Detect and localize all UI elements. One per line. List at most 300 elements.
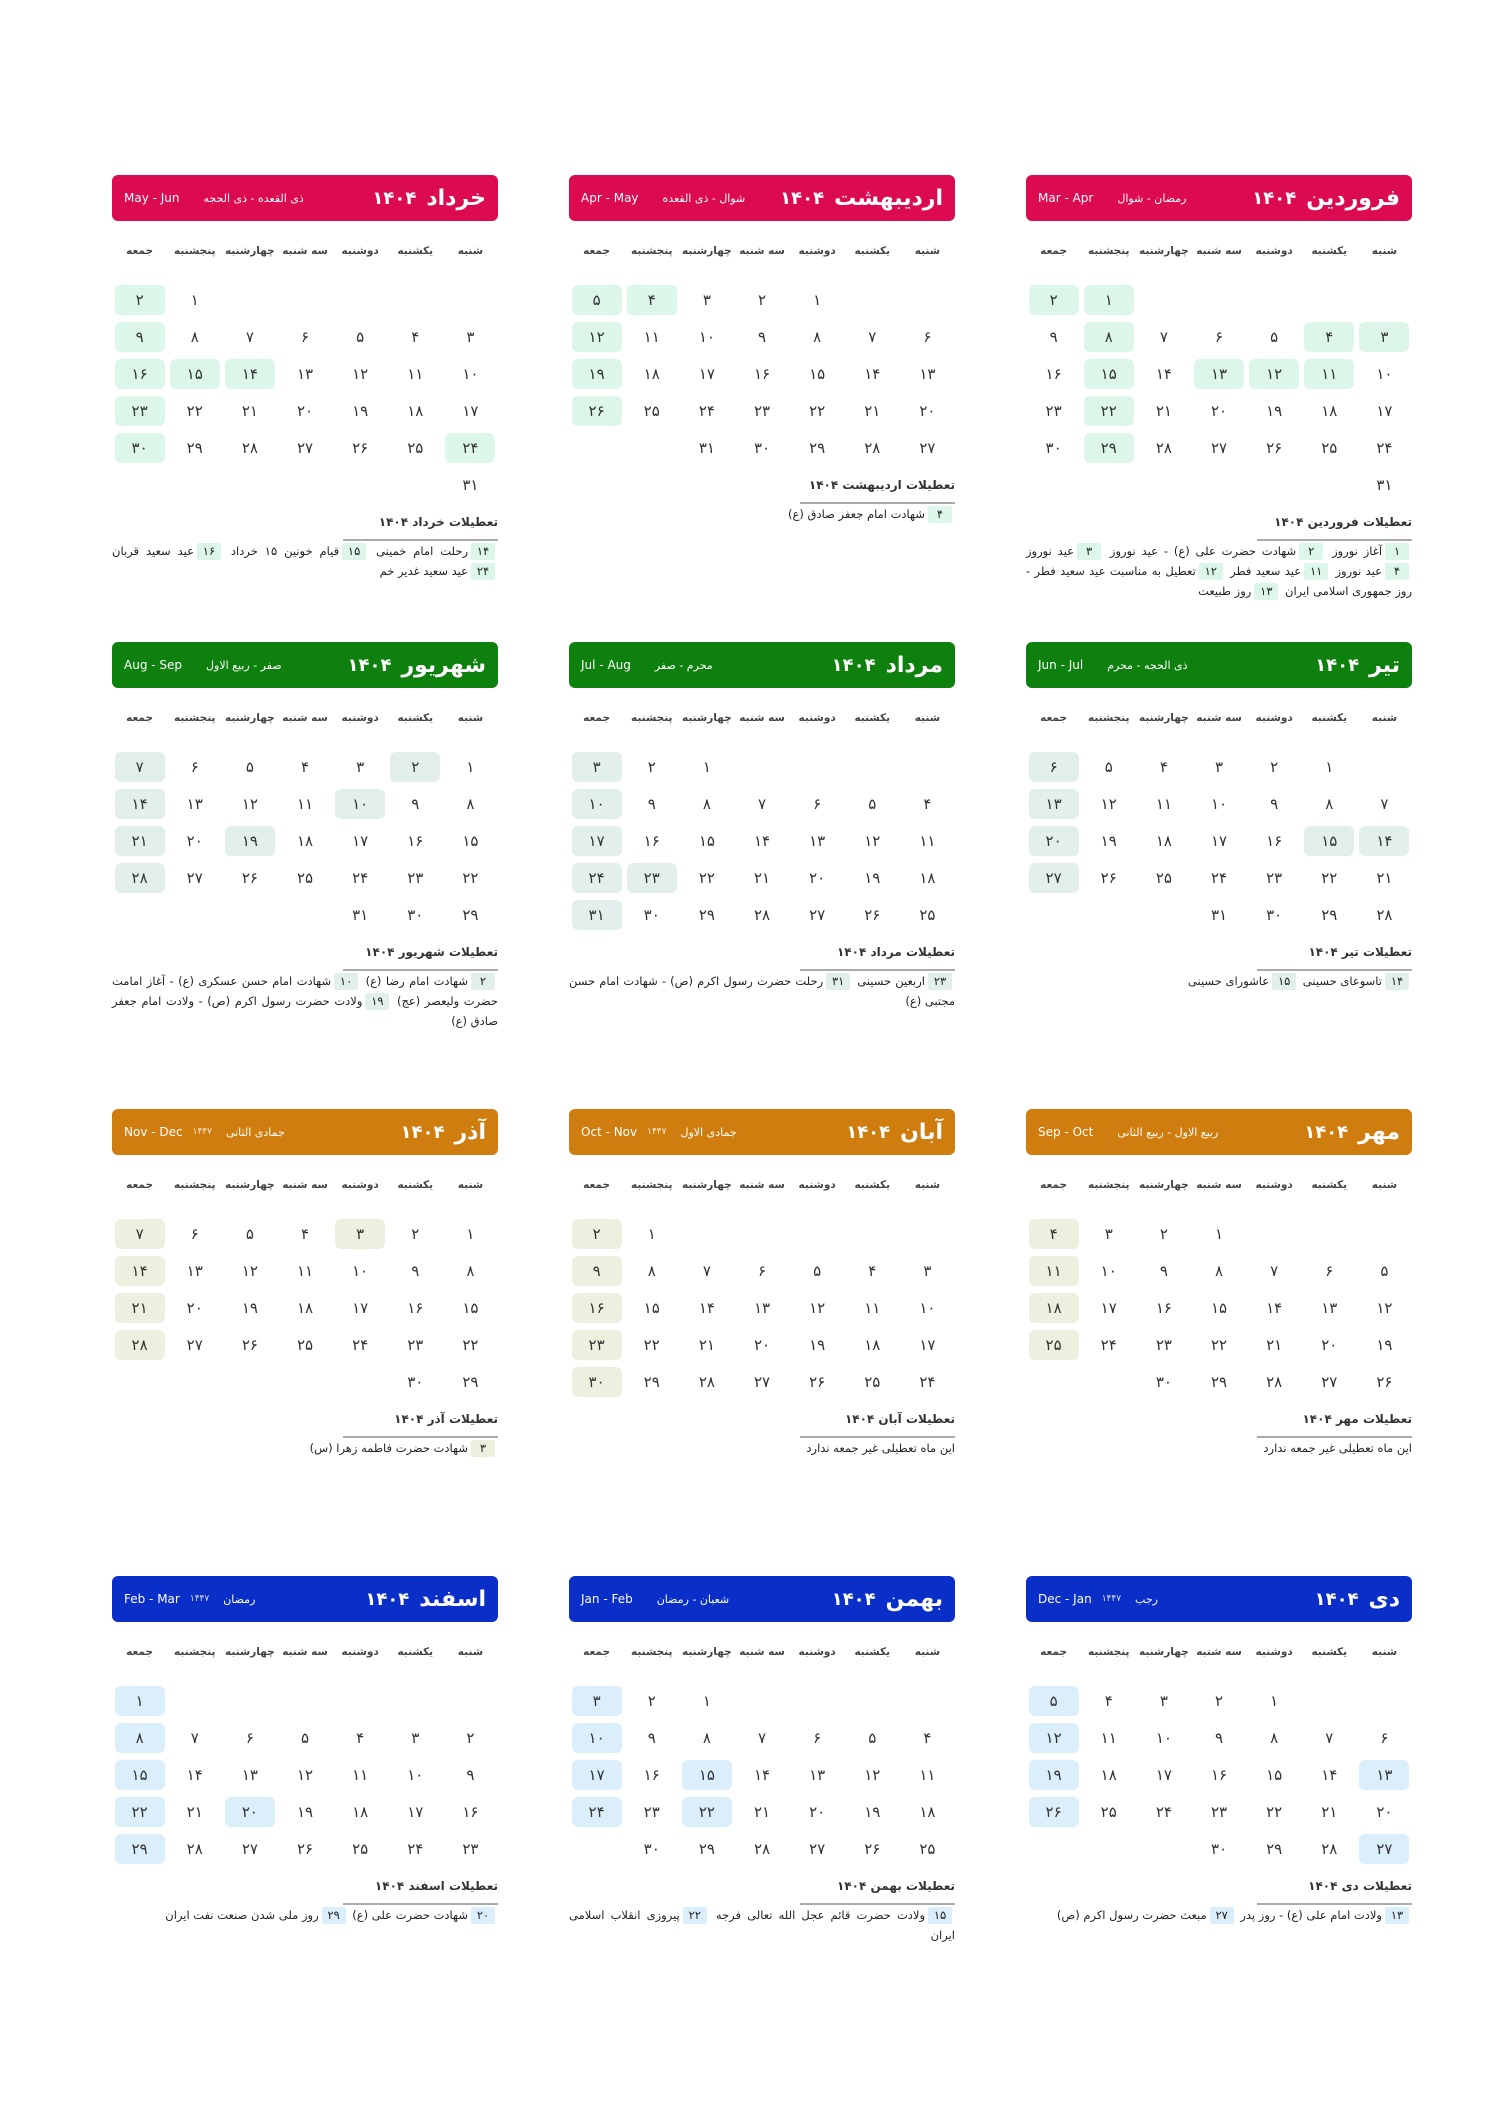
day-cell[interactable] xyxy=(112,1252,167,1289)
day-cell[interactable] xyxy=(569,1289,624,1326)
day-cell[interactable] xyxy=(900,1719,955,1756)
day-cell[interactable] xyxy=(443,748,498,785)
day-cell[interactable] xyxy=(1302,318,1357,355)
day-cell[interactable] xyxy=(112,1830,167,1867)
day-cell[interactable] xyxy=(1357,392,1412,429)
day-cell[interactable] xyxy=(1136,785,1191,822)
day-cell[interactable] xyxy=(222,1326,277,1363)
day-cell[interactable] xyxy=(569,355,624,392)
day-cell[interactable] xyxy=(569,822,624,859)
day-cell[interactable] xyxy=(333,1793,388,1830)
day-cell[interactable] xyxy=(900,1793,955,1830)
day-cell[interactable] xyxy=(388,1363,443,1400)
day-cell[interactable] xyxy=(1247,1830,1302,1867)
day-cell[interactable] xyxy=(222,785,277,822)
day-cell[interactable] xyxy=(1026,822,1081,859)
day-cell[interactable] xyxy=(167,1289,222,1326)
day-cell[interactable] xyxy=(333,859,388,896)
day-cell[interactable] xyxy=(1302,896,1357,933)
day-cell[interactable] xyxy=(388,785,443,822)
day-cell[interactable] xyxy=(1026,1289,1081,1326)
day-cell[interactable] xyxy=(277,429,332,466)
day-cell[interactable] xyxy=(569,1326,624,1363)
day-cell[interactable] xyxy=(624,1793,679,1830)
day-cell[interactable] xyxy=(333,785,388,822)
day-cell[interactable] xyxy=(679,1363,734,1400)
day-cell[interactable] xyxy=(112,785,167,822)
day-cell[interactable] xyxy=(1026,1326,1081,1363)
day-cell[interactable] xyxy=(333,822,388,859)
day-cell[interactable] xyxy=(845,392,900,429)
day-cell[interactable] xyxy=(679,355,734,392)
day-cell[interactable] xyxy=(1191,1326,1246,1363)
day-cell[interactable] xyxy=(112,1719,167,1756)
day-cell[interactable] xyxy=(1136,1215,1191,1252)
day-cell[interactable] xyxy=(1081,1215,1136,1252)
day-cell[interactable] xyxy=(277,1719,332,1756)
day-cell[interactable] xyxy=(845,1719,900,1756)
day-cell[interactable] xyxy=(443,1756,498,1793)
day-cell[interactable] xyxy=(679,859,734,896)
day-cell[interactable] xyxy=(1191,1756,1246,1793)
day-cell[interactable] xyxy=(1302,859,1357,896)
day-cell[interactable] xyxy=(333,896,388,933)
day-cell[interactable] xyxy=(388,392,443,429)
day-cell[interactable] xyxy=(277,1215,332,1252)
day-cell[interactable] xyxy=(790,896,845,933)
day-cell[interactable] xyxy=(1247,1326,1302,1363)
day-cell[interactable] xyxy=(569,896,624,933)
day-cell[interactable] xyxy=(388,859,443,896)
day-cell[interactable] xyxy=(1247,1793,1302,1830)
day-cell[interactable] xyxy=(388,1289,443,1326)
day-cell[interactable] xyxy=(333,392,388,429)
day-cell[interactable] xyxy=(1357,318,1412,355)
day-cell[interactable] xyxy=(222,748,277,785)
day-cell[interactable] xyxy=(624,748,679,785)
day-cell[interactable] xyxy=(1026,859,1081,896)
day-cell[interactable] xyxy=(1081,392,1136,429)
day-cell[interactable] xyxy=(443,1252,498,1289)
day-cell[interactable] xyxy=(845,822,900,859)
day-cell[interactable] xyxy=(333,429,388,466)
day-cell[interactable] xyxy=(734,1252,789,1289)
day-cell[interactable] xyxy=(790,355,845,392)
day-cell[interactable] xyxy=(1247,1252,1302,1289)
day-cell[interactable] xyxy=(1357,1756,1412,1793)
day-cell[interactable] xyxy=(790,1289,845,1326)
day-cell[interactable] xyxy=(222,1215,277,1252)
day-cell[interactable] xyxy=(1026,1682,1081,1719)
day-cell[interactable] xyxy=(679,1830,734,1867)
day-cell[interactable] xyxy=(734,785,789,822)
day-cell[interactable] xyxy=(845,1830,900,1867)
day-cell[interactable] xyxy=(388,1326,443,1363)
day-cell[interactable] xyxy=(1081,1719,1136,1756)
day-cell[interactable] xyxy=(333,1252,388,1289)
day-cell[interactable] xyxy=(1302,748,1357,785)
day-cell[interactable] xyxy=(112,281,167,318)
day-cell[interactable] xyxy=(333,318,388,355)
day-cell[interactable] xyxy=(569,1682,624,1719)
day-cell[interactable] xyxy=(1302,1289,1357,1326)
day-cell[interactable] xyxy=(112,1326,167,1363)
day-cell[interactable] xyxy=(388,748,443,785)
day-cell[interactable] xyxy=(1302,1756,1357,1793)
day-cell[interactable] xyxy=(167,281,222,318)
day-cell[interactable] xyxy=(222,1830,277,1867)
day-cell[interactable] xyxy=(388,1215,443,1252)
day-cell[interactable] xyxy=(845,896,900,933)
day-cell[interactable] xyxy=(1302,429,1357,466)
day-cell[interactable] xyxy=(1026,748,1081,785)
day-cell[interactable] xyxy=(167,1719,222,1756)
day-cell[interactable] xyxy=(624,355,679,392)
day-cell[interactable] xyxy=(388,1830,443,1867)
day-cell[interactable] xyxy=(1191,1215,1246,1252)
day-cell[interactable] xyxy=(1247,1682,1302,1719)
day-cell[interactable] xyxy=(734,896,789,933)
day-cell[interactable] xyxy=(624,1719,679,1756)
day-cell[interactable] xyxy=(167,1830,222,1867)
day-cell[interactable] xyxy=(790,281,845,318)
day-cell[interactable] xyxy=(443,1215,498,1252)
day-cell[interactable] xyxy=(845,1252,900,1289)
day-cell[interactable] xyxy=(679,785,734,822)
day-cell[interactable] xyxy=(679,1252,734,1289)
day-cell[interactable] xyxy=(1136,1289,1191,1326)
day-cell[interactable] xyxy=(1357,1793,1412,1830)
day-cell[interactable] xyxy=(1136,1252,1191,1289)
day-cell[interactable] xyxy=(277,748,332,785)
day-cell[interactable] xyxy=(388,318,443,355)
day-cell[interactable] xyxy=(569,748,624,785)
day-cell[interactable] xyxy=(1357,429,1412,466)
day-cell[interactable] xyxy=(734,1289,789,1326)
day-cell[interactable] xyxy=(1191,1682,1246,1719)
day-cell[interactable] xyxy=(333,355,388,392)
day-cell[interactable] xyxy=(1191,822,1246,859)
day-cell[interactable] xyxy=(222,429,277,466)
day-cell[interactable] xyxy=(388,1719,443,1756)
day-cell[interactable] xyxy=(333,1215,388,1252)
day-cell[interactable] xyxy=(569,1756,624,1793)
day-cell[interactable] xyxy=(790,1326,845,1363)
day-cell[interactable] xyxy=(388,1756,443,1793)
day-cell[interactable] xyxy=(1357,1719,1412,1756)
day-cell[interactable] xyxy=(388,1793,443,1830)
day-cell[interactable] xyxy=(1191,896,1246,933)
day-cell[interactable] xyxy=(1191,1830,1246,1867)
day-cell[interactable] xyxy=(1191,318,1246,355)
day-cell[interactable] xyxy=(1191,859,1246,896)
day-cell[interactable] xyxy=(679,1793,734,1830)
day-cell[interactable] xyxy=(443,1326,498,1363)
day-cell[interactable] xyxy=(1247,392,1302,429)
day-cell[interactable] xyxy=(1357,1289,1412,1326)
day-cell[interactable] xyxy=(900,1363,955,1400)
day-cell[interactable] xyxy=(277,355,332,392)
day-cell[interactable] xyxy=(624,859,679,896)
day-cell[interactable] xyxy=(1026,1793,1081,1830)
day-cell[interactable] xyxy=(569,785,624,822)
day-cell[interactable] xyxy=(1191,429,1246,466)
day-cell[interactable] xyxy=(1247,748,1302,785)
day-cell[interactable] xyxy=(1136,392,1191,429)
day-cell[interactable] xyxy=(443,1289,498,1326)
day-cell[interactable] xyxy=(277,1252,332,1289)
day-cell[interactable] xyxy=(277,1830,332,1867)
day-cell[interactable] xyxy=(569,1363,624,1400)
day-cell[interactable] xyxy=(1357,785,1412,822)
day-cell[interactable] xyxy=(569,392,624,429)
day-cell[interactable] xyxy=(1302,392,1357,429)
day-cell[interactable] xyxy=(443,859,498,896)
day-cell[interactable] xyxy=(1357,466,1412,503)
day-cell[interactable] xyxy=(1247,355,1302,392)
day-cell[interactable] xyxy=(624,1215,679,1252)
day-cell[interactable] xyxy=(734,822,789,859)
day-cell[interactable] xyxy=(900,822,955,859)
day-cell[interactable] xyxy=(845,1756,900,1793)
day-cell[interactable] xyxy=(734,429,789,466)
day-cell[interactable] xyxy=(1191,1363,1246,1400)
day-cell[interactable] xyxy=(734,281,789,318)
day-cell[interactable] xyxy=(1191,1719,1246,1756)
day-cell[interactable] xyxy=(1302,822,1357,859)
day-cell[interactable] xyxy=(1357,355,1412,392)
day-cell[interactable] xyxy=(167,1756,222,1793)
day-cell[interactable] xyxy=(845,1363,900,1400)
day-cell[interactable] xyxy=(167,1252,222,1289)
day-cell[interactable] xyxy=(1081,429,1136,466)
day-cell[interactable] xyxy=(1357,896,1412,933)
day-cell[interactable] xyxy=(900,392,955,429)
day-cell[interactable] xyxy=(388,1252,443,1289)
day-cell[interactable] xyxy=(624,1252,679,1289)
day-cell[interactable] xyxy=(679,822,734,859)
day-cell[interactable] xyxy=(900,318,955,355)
day-cell[interactable] xyxy=(1191,355,1246,392)
day-cell[interactable] xyxy=(790,1830,845,1867)
day-cell[interactable] xyxy=(679,1289,734,1326)
day-cell[interactable] xyxy=(734,1363,789,1400)
day-cell[interactable] xyxy=(734,859,789,896)
day-cell[interactable] xyxy=(1081,355,1136,392)
day-cell[interactable] xyxy=(1081,1756,1136,1793)
day-cell[interactable] xyxy=(679,429,734,466)
day-cell[interactable] xyxy=(1026,281,1081,318)
day-cell[interactable] xyxy=(734,1830,789,1867)
day-cell[interactable] xyxy=(112,1793,167,1830)
day-cell[interactable] xyxy=(900,785,955,822)
day-cell[interactable] xyxy=(1357,859,1412,896)
day-cell[interactable] xyxy=(388,355,443,392)
day-cell[interactable] xyxy=(167,318,222,355)
day-cell[interactable] xyxy=(333,1830,388,1867)
day-cell[interactable] xyxy=(167,1326,222,1363)
day-cell[interactable] xyxy=(790,859,845,896)
day-cell[interactable] xyxy=(679,1756,734,1793)
day-cell[interactable] xyxy=(277,1326,332,1363)
day-cell[interactable] xyxy=(1247,318,1302,355)
day-cell[interactable] xyxy=(277,785,332,822)
day-cell[interactable] xyxy=(900,429,955,466)
day-cell[interactable] xyxy=(790,785,845,822)
day-cell[interactable] xyxy=(167,1215,222,1252)
day-cell[interactable] xyxy=(1302,1252,1357,1289)
day-cell[interactable] xyxy=(679,281,734,318)
day-cell[interactable] xyxy=(624,392,679,429)
day-cell[interactable] xyxy=(790,392,845,429)
day-cell[interactable] xyxy=(277,1756,332,1793)
day-cell[interactable] xyxy=(112,429,167,466)
day-cell[interactable] xyxy=(333,748,388,785)
day-cell[interactable] xyxy=(900,355,955,392)
day-cell[interactable] xyxy=(167,785,222,822)
day-cell[interactable] xyxy=(1136,355,1191,392)
day-cell[interactable] xyxy=(167,429,222,466)
day-cell[interactable] xyxy=(845,859,900,896)
day-cell[interactable] xyxy=(1136,822,1191,859)
day-cell[interactable] xyxy=(388,896,443,933)
day-cell[interactable] xyxy=(443,466,498,503)
day-cell[interactable] xyxy=(624,896,679,933)
day-cell[interactable] xyxy=(1357,1252,1412,1289)
day-cell[interactable] xyxy=(1247,785,1302,822)
day-cell[interactable] xyxy=(624,1289,679,1326)
day-cell[interactable] xyxy=(167,355,222,392)
day-cell[interactable] xyxy=(845,355,900,392)
day-cell[interactable] xyxy=(1191,1252,1246,1289)
day-cell[interactable] xyxy=(569,1793,624,1830)
day-cell[interactable] xyxy=(1081,785,1136,822)
day-cell[interactable] xyxy=(734,392,789,429)
day-cell[interactable] xyxy=(1302,1830,1357,1867)
day-cell[interactable] xyxy=(1357,1363,1412,1400)
day-cell[interactable] xyxy=(388,822,443,859)
day-cell[interactable] xyxy=(1026,355,1081,392)
day-cell[interactable] xyxy=(333,1719,388,1756)
day-cell[interactable] xyxy=(569,318,624,355)
day-cell[interactable] xyxy=(1302,1363,1357,1400)
day-cell[interactable] xyxy=(112,355,167,392)
day-cell[interactable] xyxy=(1247,429,1302,466)
day-cell[interactable] xyxy=(1136,1793,1191,1830)
day-cell[interactable] xyxy=(790,1756,845,1793)
day-cell[interactable] xyxy=(443,429,498,466)
day-cell[interactable] xyxy=(1026,1252,1081,1289)
day-cell[interactable] xyxy=(790,822,845,859)
day-cell[interactable] xyxy=(1191,1289,1246,1326)
day-cell[interactable] xyxy=(1191,748,1246,785)
day-cell[interactable] xyxy=(277,859,332,896)
day-cell[interactable] xyxy=(900,896,955,933)
day-cell[interactable] xyxy=(1136,1719,1191,1756)
day-cell[interactable] xyxy=(845,1289,900,1326)
day-cell[interactable] xyxy=(277,1289,332,1326)
day-cell[interactable] xyxy=(1136,859,1191,896)
day-cell[interactable] xyxy=(167,392,222,429)
day-cell[interactable] xyxy=(900,1326,955,1363)
day-cell[interactable] xyxy=(1191,392,1246,429)
day-cell[interactable] xyxy=(277,1793,332,1830)
day-cell[interactable] xyxy=(624,1830,679,1867)
day-cell[interactable] xyxy=(624,1326,679,1363)
day-cell[interactable] xyxy=(1081,318,1136,355)
day-cell[interactable] xyxy=(900,1830,955,1867)
day-cell[interactable] xyxy=(679,1719,734,1756)
day-cell[interactable] xyxy=(790,1252,845,1289)
day-cell[interactable] xyxy=(1136,1363,1191,1400)
day-cell[interactable] xyxy=(1247,896,1302,933)
day-cell[interactable] xyxy=(790,429,845,466)
day-cell[interactable] xyxy=(443,1793,498,1830)
day-cell[interactable] xyxy=(443,392,498,429)
day-cell[interactable] xyxy=(112,392,167,429)
day-cell[interactable] xyxy=(624,1682,679,1719)
day-cell[interactable] xyxy=(167,1793,222,1830)
day-cell[interactable] xyxy=(1136,1682,1191,1719)
day-cell[interactable] xyxy=(845,318,900,355)
day-cell[interactable] xyxy=(790,1363,845,1400)
day-cell[interactable] xyxy=(112,859,167,896)
day-cell[interactable] xyxy=(443,822,498,859)
day-cell[interactable] xyxy=(112,748,167,785)
day-cell[interactable] xyxy=(900,1756,955,1793)
day-cell[interactable] xyxy=(222,1793,277,1830)
day-cell[interactable] xyxy=(333,1289,388,1326)
day-cell[interactable] xyxy=(388,429,443,466)
day-cell[interactable] xyxy=(167,748,222,785)
day-cell[interactable] xyxy=(1026,1215,1081,1252)
day-cell[interactable] xyxy=(1026,429,1081,466)
day-cell[interactable] xyxy=(845,1793,900,1830)
day-cell[interactable] xyxy=(1247,1363,1302,1400)
day-cell[interactable] xyxy=(443,355,498,392)
day-cell[interactable] xyxy=(222,822,277,859)
day-cell[interactable] xyxy=(1191,1793,1246,1830)
day-cell[interactable] xyxy=(900,1252,955,1289)
day-cell[interactable] xyxy=(624,1363,679,1400)
day-cell[interactable] xyxy=(167,859,222,896)
day-cell[interactable] xyxy=(1026,392,1081,429)
day-cell[interactable] xyxy=(1302,1326,1357,1363)
day-cell[interactable] xyxy=(679,392,734,429)
day-cell[interactable] xyxy=(790,1793,845,1830)
day-cell[interactable] xyxy=(222,318,277,355)
day-cell[interactable] xyxy=(1081,1326,1136,1363)
day-cell[interactable] xyxy=(1081,1682,1136,1719)
day-cell[interactable] xyxy=(1136,1326,1191,1363)
day-cell[interactable] xyxy=(1026,1719,1081,1756)
day-cell[interactable] xyxy=(222,1719,277,1756)
day-cell[interactable] xyxy=(734,1756,789,1793)
day-cell[interactable] xyxy=(277,318,332,355)
day-cell[interactable] xyxy=(1081,822,1136,859)
day-cell[interactable] xyxy=(1026,318,1081,355)
day-cell[interactable] xyxy=(569,859,624,896)
day-cell[interactable] xyxy=(1302,785,1357,822)
day-cell[interactable] xyxy=(790,1719,845,1756)
day-cell[interactable] xyxy=(679,318,734,355)
day-cell[interactable] xyxy=(624,822,679,859)
day-cell[interactable] xyxy=(1081,748,1136,785)
day-cell[interactable] xyxy=(1136,429,1191,466)
day-cell[interactable] xyxy=(624,1756,679,1793)
day-cell[interactable] xyxy=(1357,1326,1412,1363)
day-cell[interactable] xyxy=(679,1326,734,1363)
